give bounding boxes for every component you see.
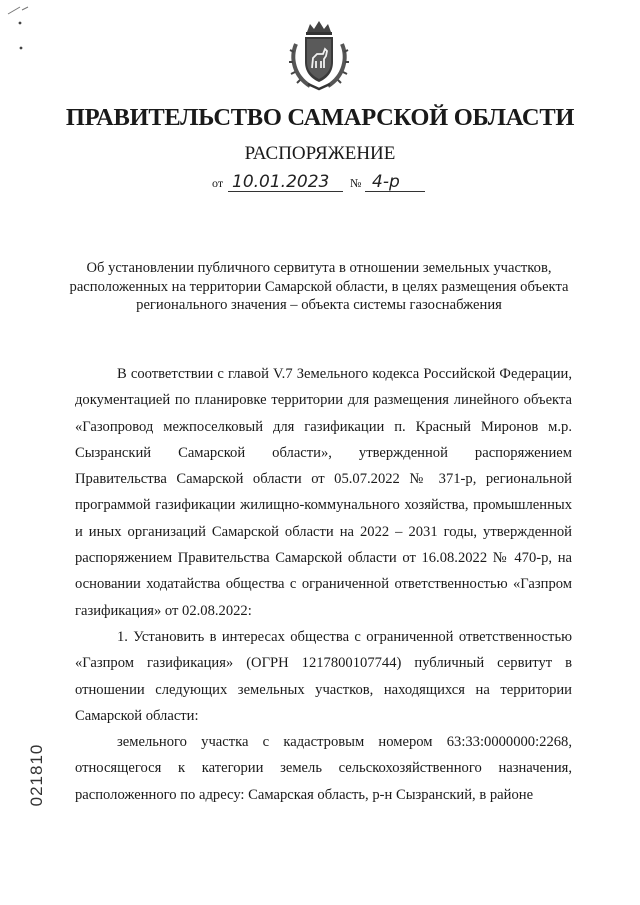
date-number-line [212,172,432,194]
side-serial-number [22,740,52,810]
document-body [75,361,572,808]
date-prefix: от [212,176,224,190]
government-title: ПРАВИТЕЛЬСТВО САМАРСКОЙ ОБЛАСТИ [65,104,575,131]
side-serial-number-text: 021810 [27,743,46,807]
handwritten-number: 4-р [372,172,400,192]
land-plot-paragraph: земельного участка с кадастровым номером 63:33:0000000:2268, относящегося к категории земель сельскохозяйственного назначения, расположенного по адресу: Самарская область, р-н Сызранский, в районе [75,734,572,803]
item-1-paragraph: 1. Установить в интересах общества с ограниченной ответственностью «Газпром газификация» (ОГРН 1217800107744) публичный сервитут в отношении следующих земельных участков, находящихся на территории Самарской области: [75,628,572,724]
number-prefix: № [350,176,362,190]
scan-marks [6,4,40,64]
document-type-title: РАСПОРЯЖЕНИЕ [244,143,396,164]
coat-of-arms-emblem [286,18,352,92]
preamble-paragraph: В соответствии с главой V.7 Земельного кодекса Российской Федерации, документацией по планировке территории для размещения линейного объекта «Газопровод межпоселковый для газификации п. Красный Миронов м.р. Сызранский Самарской области», утвержденной распоряжением Правительства Самарской области от 05.07.2022 № 371-р, региональной программой газификации жилищно-коммунального хозяйства, промышленных и иных организаций Самарской области на 2022 – 2031 годы, утвержденной распоряжением Правительства Самарской области от 16.08.2022 № 470-р, на основании ходатайства общества с ограниченной ответственностью «Газпром газификация» от 02.08.2022: [75,366,572,619]
handwritten-date: 10.01.2023 [232,172,330,192]
document-subject: Об установлении публичного сервитута в отношении земельных участков, расположенных на территории Самарской области, в целях размещения объекта регионального значения – объекта системы газоснабжения [69,260,569,313]
